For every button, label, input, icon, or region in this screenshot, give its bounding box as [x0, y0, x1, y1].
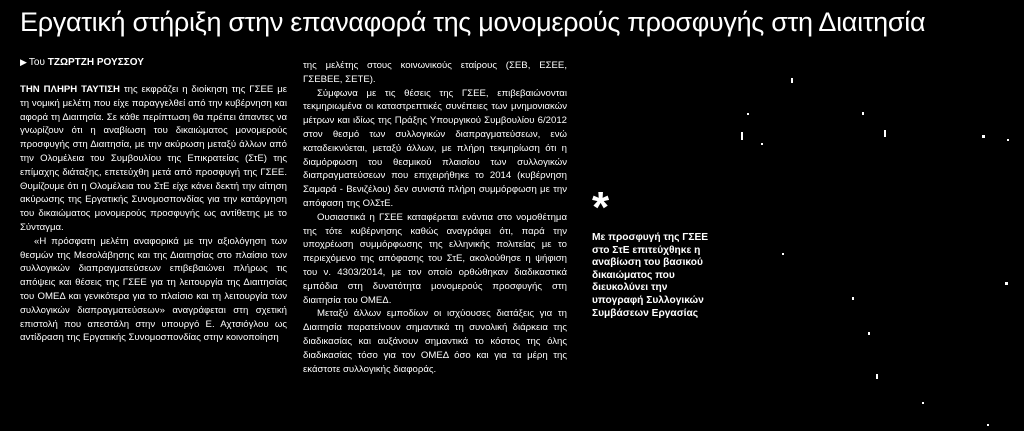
headline: Εργατική στήριξη στην επαναφορά της μονομερούς προσφυγής στη Διαιτησία [20, 7, 926, 37]
asterisk-icon: * [592, 183, 610, 232]
scan-speck [1007, 139, 1009, 141]
byline-author: ΤΖΩΡΤΖΗ ΡΟΥΣΣΟΥ [47, 57, 144, 68]
article-column-2 [303, 59, 567, 376]
scan-speck [862, 112, 864, 115]
paragraph: της μελέτης στους κοινωνικούς εταίρους (ΣΕΒ, ΕΣΕΕ, ΓΣΕΒΕΕ, ΣΕΤΕ). [303, 60, 567, 85]
scan-speck [987, 424, 989, 426]
scan-speck [1005, 282, 1008, 285]
scan-speck [791, 78, 793, 83]
scan-speck [982, 135, 985, 138]
paragraph: Σύμφωνα με τις θέσεις της ΓΣΕΕ, επιβεβαιώνονται τεκμηριωμένα οι καταστρεπτικές συνέπειες των μνημονιακών μέτρων και ιδίως της Πράξης Υπουργικού Συμβουλίου 6/2012 στον θεσμό των συλλογικών διαπραγματεύσεων, ενώ καταδεικνύεται, μεταξύ άλλων, με πλήρη τεκμηρίωση ότι η διαμόρφωση του θεσμικού πλαισίου των συλλογικών διαπραγματεύσεων που επιχειρήθηκε το 2014 (κυβέρνηση Σαμαρά - Βενιζέλου) δεν συνιστά πλήρη συμμόρφωση με την απόφαση της ΟλΣτΕ. [303, 87, 567, 209]
sidebar-callout [592, 183, 712, 320]
lead-text: ΤΗΝ ΠΛΗΡΗ ΤΑΥΤΙΣΗ [20, 84, 120, 95]
scan-speck [852, 297, 854, 300]
scan-speck [782, 253, 784, 255]
paragraph: Ουσιαστικά η ΓΣΕΕ καταφέρεται ενάντια στο νομοθέτημα της τότε κυβέρνησης καθώς αναγράφει ότι, παρά την υποχρέωση συμμόρφωσης της ελληνικής πολιτείας με το περιεχόμενο της απόφασης του ΣτΕ, ακολούθησε η ψήφιση του ν. 4303/2014, με τον οποίο ορθώθηκαν διαδικαστικά εμπόδια στη δυνατότητα μονομερούς προσφυγής στη διαιτησία του ΟΜΕΔ. [303, 211, 567, 306]
triangle-icon: ▶ [20, 57, 27, 67]
scan-speck [884, 130, 886, 137]
paragraph [20, 83, 287, 235]
scan-speck [741, 132, 743, 140]
scan-speck [761, 143, 763, 145]
sidebar-text: Με προσφυγή της ΓΣΕΕ στο ΣτΕ επιτεύχθηκε η αναβίωση του βασικού δικαιώματος που διευκολύνει την υπογραφή Συλλογικών Συμβάσεων Εργασίας [592, 232, 709, 319]
article-column-1 [20, 83, 287, 345]
paragraph: Μεταξύ άλλων εμποδίων οι ισχύουσες διατάξεις για τη Διαιτησία παρατείνουν σημαντικά τη συνολική διάρκεια της διαδικασίας και αυξάνουν σημαντικά το κόστος της όλης διαδικασίας τόσο για τον ΟΜΕΔ όσο και για τα μέρη της εκάστοτε συλλογικής διαφοράς. [303, 308, 567, 375]
paragraph-text: της εκφράζει η διοίκηση της ΓΣΕΕ με τη νομική μελέτη που είχε παραγγελθεί από την κυβέρνηση και αφορά τη Διαιτησία. Σε κάθε περίπτωση θα πρέπει άπαντες να γνωρίζουν ότι η αναβίωση του δικαιώματος μονομερούς προσφυγής στη Διαιτησία, με την ακύρωση μεταξύ άλλων από την Ολομέλεια του Συμβουλίου της Επικρατείας (ΣτΕ) της επίμαχης διάταξης, επετεύχθη μετά από προσφυγή της ΓΣΕΕ. Θυμίζουμε ότι η Ολομέλεια του ΣτΕ είχε κάνει δεκτή την αίτηση ακύρωσης της Εργατικής Συνομοσπονδίας για την κατάργηση του δικαιώματος μονομερούς προσφυγής ως αντίθετης με το Σύνταγμα. [20, 84, 288, 233]
byline-prefix: Του [28, 57, 45, 68]
paragraph: «Η πρόσφατη μελέτη αναφορικά με την αξιολόγηση των θεσμών της Μεσολάβησης και της Διαιτησίας στο πλαίσιο των συλλογικών διαπραγματεύσεων επιβεβαιώνει πλήρως τις απόψεις και θέσεις της ΓΣΕΕ για τη λειτουργία της Διαιτησίας του ΟΜΕΔ και γενικότερα για το πλαίσιο και τη λειτουργία των συλλογικών διαπραγματεύσεων» αναγράφεται στη σχετική επιστολή που απεστάλη στην υπουργό Ε. Αχτσιόγλου ως αντίδραση της Εργατικής Συνομοσπονδίας στην κοινοποίηση [20, 235, 287, 344]
scan-speck [747, 113, 749, 115]
scan-speck [922, 402, 924, 404]
scan-speck [868, 332, 870, 335]
scan-speck [876, 374, 878, 379]
byline [20, 56, 144, 69]
